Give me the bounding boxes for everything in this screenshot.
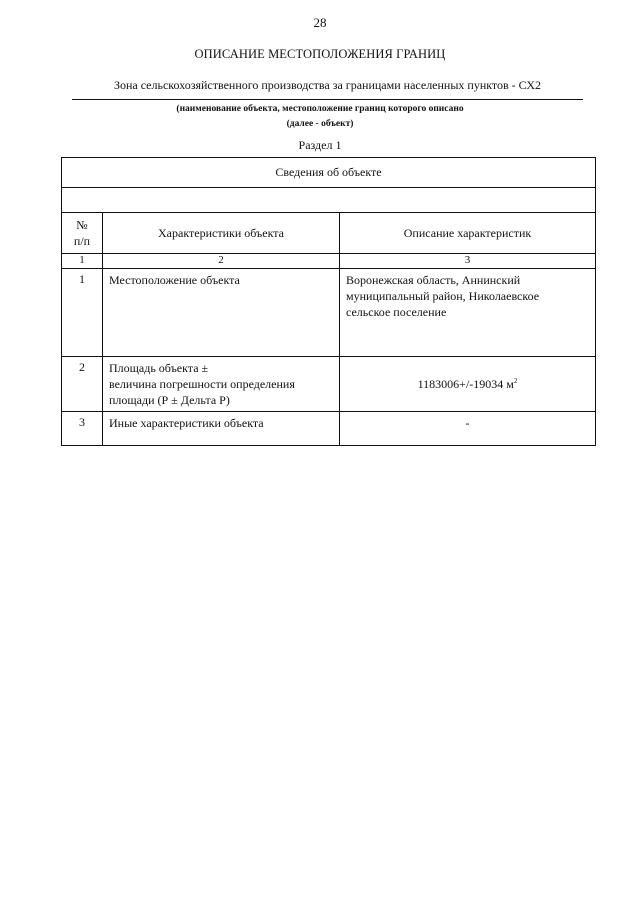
object-name: Зона сельскохозяйственного производства за границами населенных пунктов - СХ2 <box>113 78 542 92</box>
header-number-abbr: п/п <box>73 234 91 248</box>
object-caption-line-2: (далее - объект) <box>286 119 354 129</box>
object-info-table <box>61 157 596 446</box>
row-description-line: Воронежская область, Аннинский <box>346 273 521 287</box>
table-row <box>62 412 596 446</box>
column-number-2: 2 <box>103 254 340 269</box>
header-description: Описание характеристик <box>340 213 596 254</box>
row-characteristic-line: величина погрешности определения <box>109 377 295 391</box>
area-unit: м <box>506 376 514 391</box>
row-description <box>340 357 596 412</box>
row-number: 1 <box>62 269 103 357</box>
area-value: 1183006+/-19034 <box>417 376 504 391</box>
row-characteristic-line: Местоположение объекта <box>109 273 240 287</box>
header-number <box>62 213 103 254</box>
object-caption-line-1: (наименование объекта, местоположение границ которого описано <box>176 104 464 114</box>
column-number-1: 1 <box>62 254 103 269</box>
row-characteristic <box>103 412 340 446</box>
table-row <box>62 269 596 357</box>
row-description <box>340 412 596 446</box>
header-number-symbol: № <box>76 218 88 232</box>
row-characteristic <box>103 269 340 357</box>
section-label: Раздел 1 <box>298 138 342 152</box>
object-name-underline <box>72 99 583 100</box>
table-empty-cell <box>62 188 596 213</box>
table-column-numbers-row <box>62 254 596 269</box>
row-description <box>340 269 596 357</box>
table-title: Сведения об объекте <box>62 158 596 188</box>
row-description-line: муниципальный район, Николаевское <box>346 289 540 303</box>
table-title-row <box>62 158 596 188</box>
row-characteristic-line: Площадь объекта ± <box>109 361 209 375</box>
header-characteristics: Характеристики объекта <box>103 213 340 254</box>
row-characteristic-line: площади (Р ± Дельта Р) <box>109 393 230 407</box>
column-number-3: 3 <box>340 254 596 269</box>
row-characteristic-line: Иные характеристики объекта <box>109 416 264 430</box>
row-description-line: - <box>465 416 470 430</box>
row-description-line: сельское поселение <box>346 305 447 319</box>
row-characteristic <box>103 357 340 412</box>
page-number: 28 <box>313 15 327 30</box>
table-row <box>62 357 596 412</box>
row-number: 3 <box>62 412 103 446</box>
row-number: 2 <box>62 357 103 412</box>
area-unit-superscript: 2 <box>513 376 518 385</box>
table-empty-row <box>62 188 596 213</box>
table-header-row <box>62 213 596 254</box>
document-title: ОПИСАНИЕ МЕСТОПОЛОЖЕНИЯ ГРАНИЦ <box>194 47 446 61</box>
